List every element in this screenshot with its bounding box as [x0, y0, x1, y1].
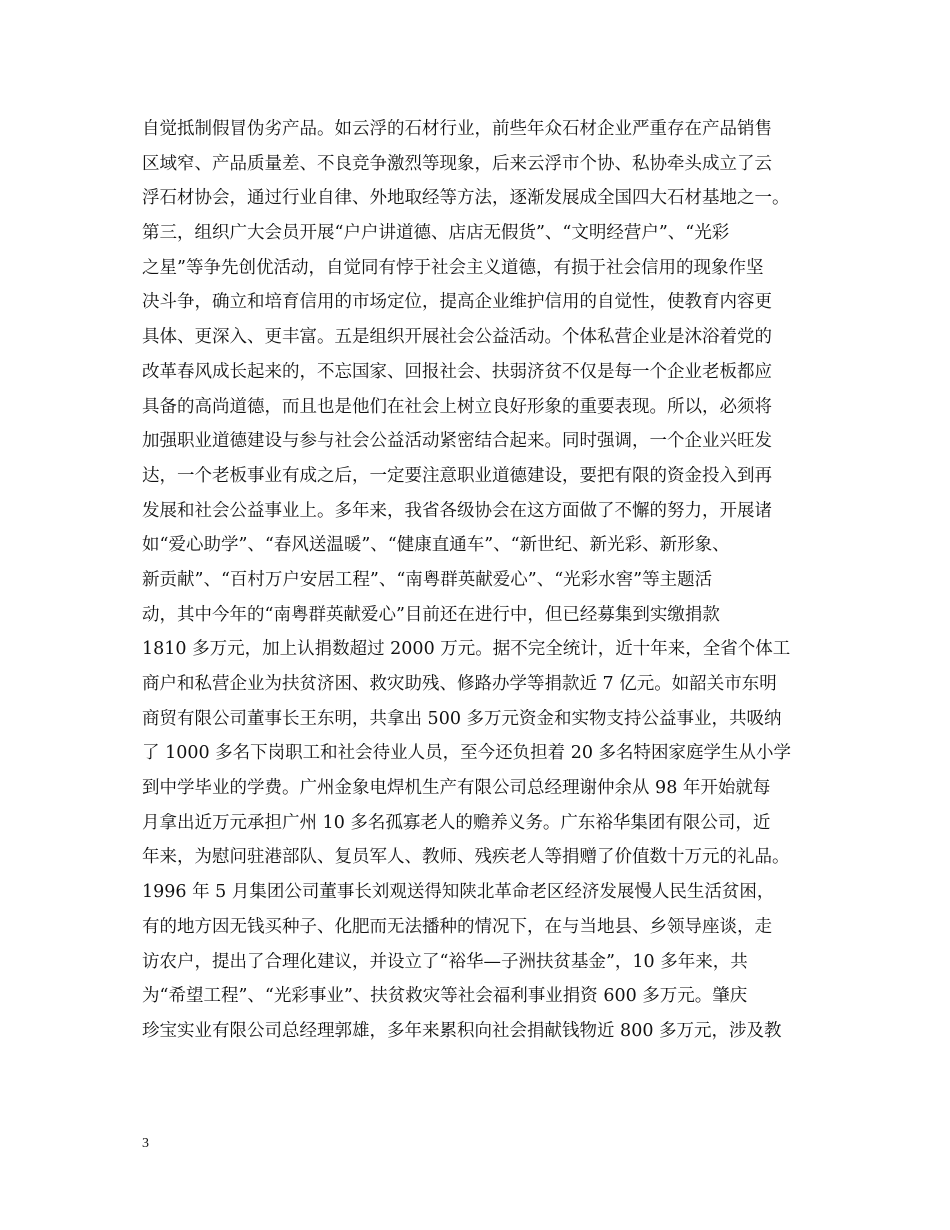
text-line: 了 1000 多名下岗职工和社会待业人员，至今还负担着 20 多名特困家庭学生从小学	[142, 743, 792, 764]
text-line: 商户和私营企业为扶贫济困、救灾助残、修路办学等捐款近 7 亿元。如韶关市东明	[142, 674, 777, 694]
text-line: 浮石材协会，通过行业自律、外地取经等方法，逐渐发展成全国四大石材基地之一。	[142, 188, 790, 209]
text-line: 加强职业道德建设与参与社会公益活动紧密结合起来。同时强调，一个企业兴旺发	[142, 431, 772, 452]
text-line: 为“希望工程”、“光彩事业”、扶贫救灾等社会福利事业捐资 600 多万元。肇庆	[142, 986, 748, 1007]
body-text	[142, 112, 832, 1049]
text-line: 如“爱心助学”、“春风送温暖”、“健康直通车”、“新世纪、新光彩、新形象、	[142, 535, 730, 556]
text-line: 发展和社会公益事业上。多年来，我省各级协会在这方面做了不懈的努力，开展诸	[142, 500, 772, 521]
text-line: 自觉抵制假冒伪劣产品。如云浮的石材行业，前些年众石材企业严重存在产品销售	[142, 119, 772, 139]
text-line: 决斗争，确立和培育信用的市场定位，提高企业维护信用的自觉性，使教育内容更	[142, 292, 772, 313]
text-line: 访农户，提出了合理化建议，并设立了“裕华—子洲扶贫基金”，10 多年来，共	[142, 951, 748, 972]
text-line: 第三，组织广大会员开展“户户讲道德、店店无假货”、“文明经营户”、“光彩	[142, 223, 730, 244]
text-line: 具备的高尚道德，而且也是他们在社会上树立良好形象的重要表现。所以，必须将	[142, 396, 772, 417]
text-line: 改革春风成长起来的，不忘国家、回报社会、扶弱济贫不仅是每一个企业老板都应	[142, 361, 772, 382]
text-line: 珍宝实业有限公司总经理郭雄，多年来累积向社会捐献钱物近 800 多万元，涉及教	[142, 1020, 782, 1041]
text-line: 新贡献”、“百村万户安居工程”、“南粤群英献爱心”、“光彩水窖”等主题活	[142, 569, 713, 590]
text-line: 动，其中今年的“南粤群英献爱心”目前还在进行中，但已经募集到实缴捐款	[142, 604, 720, 625]
text-line: 有的地方因无钱买种子、化肥而无法播种的情况下，在与当地县、乡领导座谈，走	[142, 916, 772, 937]
text-line: 之星”等争先创优活动，自觉同有悖于社会主义道德，有损于社会信用的现象作坚	[142, 257, 764, 278]
page-number: 3	[142, 1136, 149, 1151]
text-line: 1810 多万元，加上认捐数超过 2000 万元。据不完全统计，近十年来，全省个体工	[142, 639, 791, 660]
text-line: 1996 年 5 月集团公司董事长刘观送得知陕北革命老区经济发展慢人民生活贫困，	[142, 882, 775, 903]
text-line: 年来，为慰问驻港部队、复员军人、教师、残疾老人等捐赠了价值数十万元的礼品。	[142, 847, 790, 868]
text-line: 商贸有限公司董事长王东明，共拿出 500 多万元资金和实物支持公益事业，共吸纳	[142, 708, 782, 729]
text-line: 具体、更深入、更丰富。五是组织开展社会公益活动。个体私营企业是沐浴着党的	[142, 327, 772, 348]
text-line: 区域窄、产品质量差、不良竞争激烈等现象，后来云浮市个协、私协牵头成立了云	[142, 153, 772, 174]
text-line: 达，一个老板事业有成之后，一定要注意职业道德建设，要把有限的资金投入到再	[142, 465, 772, 486]
text-line: 月拿出近万元承担广州 10 多名孤寡老人的赡养义务。广东裕华集团有限公司，近	[142, 812, 771, 833]
text-line: 到中学毕业的学费。广州金象电焊机生产有限公司总经理谢仲余从 98 年开始就每	[142, 778, 771, 799]
